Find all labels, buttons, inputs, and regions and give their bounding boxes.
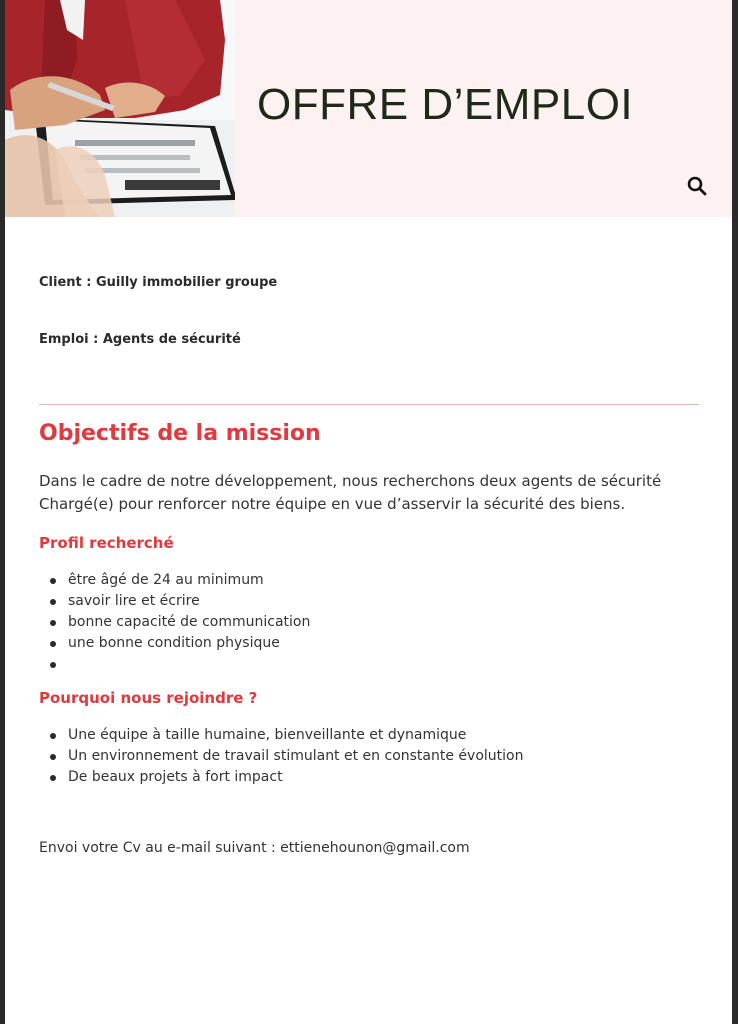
list-item: être âgé de 24 au minimum: [39, 570, 310, 591]
header-photo: [5, 0, 235, 217]
job-line: Emploi : Agents de sécurité: [39, 332, 241, 347]
list-item: une bonne condition physique: [39, 633, 310, 654]
why-join-list: [39, 725, 523, 788]
list-item: bonne capacité de communication: [39, 612, 310, 633]
profile-heading: Profil recherché: [39, 534, 174, 552]
list-item: Une équipe à taille humaine, bienveillante et dynamique: [39, 725, 523, 746]
list-item: Un environnement de travail stimulant et en constante évolution: [39, 746, 523, 767]
list-item: savoir lire et écrire: [39, 591, 310, 612]
contact-line: Envoi votre Cv au e-mail suivant : ettienehounon@gmail.com: [39, 840, 470, 856]
profile-list: [39, 570, 310, 675]
mission-text: Dans le cadre de notre développement, nous recherchons deux agents de sécurité Chargé(e) pour renforcer notre équipe en vue d’asservir la sécurité des biens.: [39, 472, 662, 513]
list-item: [39, 654, 310, 675]
list-item: De beaux projets à fort impact: [39, 767, 523, 788]
search-icon: [685, 174, 709, 198]
why-join-heading: Pourquoi nous rejoindre ?: [39, 689, 258, 707]
page-title: OFFRE D’EMPLOI: [257, 80, 634, 129]
mission-heading: Objectifs de la mission: [39, 421, 321, 446]
job-offer-page: [5, 0, 732, 1024]
search-button[interactable]: [685, 174, 709, 198]
header-banner: [5, 0, 732, 217]
client-line: Client : Guilly immobilier groupe: [39, 275, 278, 290]
divider: [39, 404, 699, 405]
